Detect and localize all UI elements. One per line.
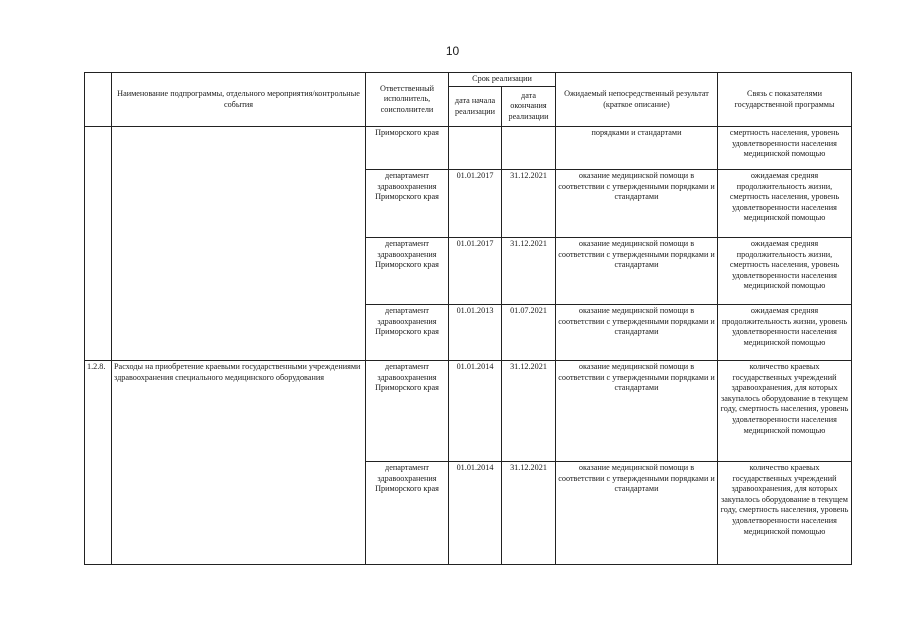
row-result: порядками и стандартами — [556, 127, 718, 170]
header-period: Срок реализации — [449, 73, 556, 87]
page-number: 10 — [445, 44, 460, 58]
table-row — [85, 127, 852, 170]
row-end: 31.12.2021 — [502, 462, 556, 565]
row-start: 01.01.2014 — [449, 462, 502, 565]
row-start: 01.01.2013 — [449, 305, 502, 361]
header-result: Ожидаемый непосредственный результат (краткое описание) — [556, 73, 718, 127]
row-start: 01.01.2017 — [449, 238, 502, 305]
row-responsible: департамент здравоохранения Приморского края — [366, 170, 449, 238]
row-responsible: департамент здравоохранения Приморского края — [366, 238, 449, 305]
row-link: ожидаемая средняя продолжительность жизни, смертность населения, уровень удовлетворенности населения медицинской помощью — [718, 170, 852, 238]
row-link: смертность населения, уровень удовлетворенности населения медицинской помощью — [718, 127, 852, 170]
header-responsible: Ответственный исполнитель, соисполнители — [366, 73, 449, 127]
row-number — [85, 127, 112, 361]
row-end: 01.07.2021 — [502, 305, 556, 361]
row-number: 1.2.8. — [85, 361, 112, 565]
row-result: оказание медицинской помощи в соответствии с утвержденными порядками и стандартами — [556, 462, 718, 565]
row-result: оказание медицинской помощи в соответствии с утвержденными порядками и стандартами — [556, 305, 718, 361]
row-link: ожидаемая средняя продолжительность жизни, уровень удовлетворенности населения медицинской помощью — [718, 305, 852, 361]
row-link: количество краевых государственных учреждений здравоохранения, для которых закупалось оборудование в текущем году, смертность населения, уровень удовлетворенности населения медицинской помощью — [718, 361, 852, 462]
row-start — [449, 127, 502, 170]
row-responsible: департамент здравоохранения Приморского края — [366, 361, 449, 462]
row-responsible: департамент здравоохранения Приморского края — [366, 462, 449, 565]
row-result: оказание медицинской помощи в соответствии с утвержденными порядками и стандартами — [556, 170, 718, 238]
row-end: 31.12.2021 — [502, 238, 556, 305]
header-link: Связь с показателями государственной программы — [718, 73, 852, 127]
table-row — [85, 361, 852, 462]
row-result: оказание медицинской помощи в соответствии с утвержденными порядками и стандартами — [556, 238, 718, 305]
row-link: ожидаемая средняя продолжительность жизни, смертность населения, уровень удовлетворенности населения медицинской помощью — [718, 238, 852, 305]
row-end: 31.12.2021 — [502, 361, 556, 462]
row-start: 01.01.2014 — [449, 361, 502, 462]
row-end: 31.12.2021 — [502, 170, 556, 238]
row-name — [112, 127, 366, 361]
row-responsible: Приморского края — [366, 127, 449, 170]
row-name: Расходы на приобретение краевыми государственными учреждениями здравоохранения специального медицинского оборудования — [112, 361, 366, 565]
program-table — [84, 72, 852, 565]
row-end — [502, 127, 556, 170]
row-responsible: департамент здравоохранения Приморского края — [366, 305, 449, 361]
header-start: дата начала реализации — [449, 87, 502, 127]
row-link: количество краевых государственных учреждений здравоохранения, для которых закупалось оборудование в текущем году, смертность населения, уровень удовлетворенности населения медицинской помощью — [718, 462, 852, 565]
header-number — [85, 73, 112, 127]
header-name: Наименование подпрограммы, отдельного мероприятия/контрольные события — [112, 73, 366, 127]
header-end: дата окончания реализации — [502, 87, 556, 127]
row-start: 01.01.2017 — [449, 170, 502, 238]
row-result: оказание медицинской помощи в соответствии с утвержденными порядками и стандартами — [556, 361, 718, 462]
